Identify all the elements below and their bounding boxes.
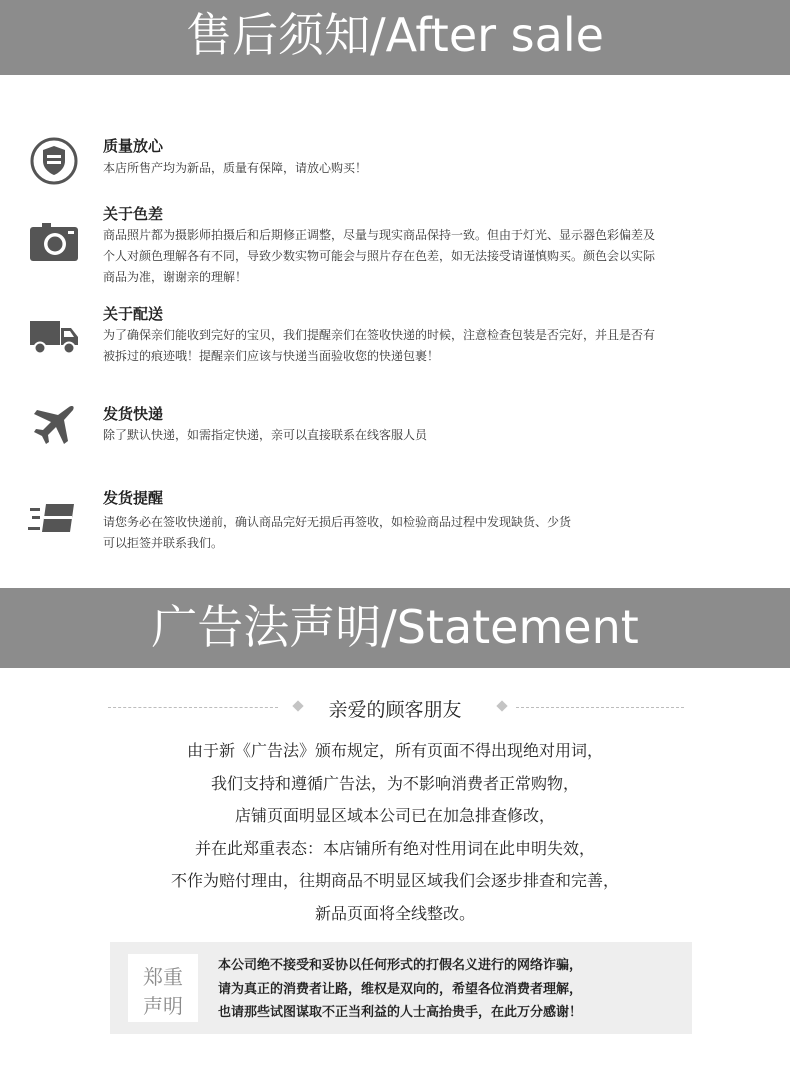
notice-line: 请为真正的消费者让路，维权是双向的，希望各位消费者理解， — [218, 981, 583, 997]
statement-banner — [0, 588, 790, 668]
truck-icon — [28, 311, 80, 363]
item-title: 发货快递 — [103, 405, 164, 423]
shield-icon — [28, 135, 80, 187]
statement-line: 由于新《广告法》颁布规定，所有页面不得出现绝对用词， — [186, 741, 603, 760]
notice-line: 也请那些试图谋取不正当利益的人士高抬贵手，在此万分感谢！ — [218, 1005, 583, 1020]
solemn-notice-text — [218, 954, 688, 1025]
dashed-line-right — [516, 707, 684, 708]
item-description: 请您务必在签收快递前，确认商品完好无损后再签收，如检验商品过程中发现缺货、少货 可以拒签并联系我们。 — [103, 515, 572, 550]
solemn-notice-box — [110, 942, 692, 1034]
statement-banner-title: 广告法声明/Statement — [151, 600, 639, 654]
after-sale-banner — [0, 0, 790, 75]
item-title: 关于色差 — [103, 205, 164, 223]
after-sale-banner-title: 售后须知/After sale — [186, 8, 604, 62]
airplane-icon — [28, 400, 80, 452]
badge-line: 郑重 — [143, 965, 183, 989]
subtitle-divider — [0, 693, 790, 721]
statement-line: 我们支持和遵循广告法，为不影响消费者正常购物， — [210, 773, 579, 793]
item-description: 除了默认快递，如需指定快递，亲可以直接联系在线客服人员 — [103, 428, 428, 442]
item-title: 质量放心 — [103, 137, 164, 155]
notice-line: 本公司绝不接受和妥协以任何形式的打假名义进行的网络诈骗， — [218, 958, 583, 973]
statement-subtitle: 亲爱的顾客朋友 — [328, 699, 462, 721]
item-description: 为了确保亲们能收到完好的宝贝，我们提醒亲们在签收快递的时候，注意检查包装是否完好，并且是否有 被拆过的痕迹哦！提醒亲们应该与快递当面验收您的快递包裹！ — [103, 328, 656, 363]
statement-line: 店铺页面明显区域本公司已在加急排查修改， — [234, 806, 555, 825]
fast-delivery-icon — [28, 494, 80, 546]
solemn-notice-badge — [128, 954, 198, 1022]
statement-line: 并在此郑重表态：本店铺所有绝对性用词在此申明失效， — [194, 838, 595, 858]
statement-line: 新品页面将全线整改。 — [314, 903, 475, 923]
item-description: 本店所售产均为新品，质量有保障，请放心购买！ — [103, 161, 368, 175]
item-description: 商品照片都为摄影师拍摄后和后期修正调整，尽量与现实商品保持一致。但由于灯光、显示器色彩偏差及 个人对颜色理解各有不同，导致少数实物可能会与照片存在色差，如无法接受请谨慎购买。颜色会以实际 商品为准，谢谢亲的理解！ — [103, 228, 656, 284]
item-title: 发货提醒 — [103, 489, 164, 507]
item-title: 关于配送 — [103, 305, 164, 323]
camera-icon — [28, 217, 80, 269]
statement-line: 不作为赔付理由，往期商品不明显区域我们会逐步排查和完善， — [170, 871, 619, 890]
statement-text — [0, 735, 790, 930]
badge-line: 声明 — [143, 994, 183, 1018]
